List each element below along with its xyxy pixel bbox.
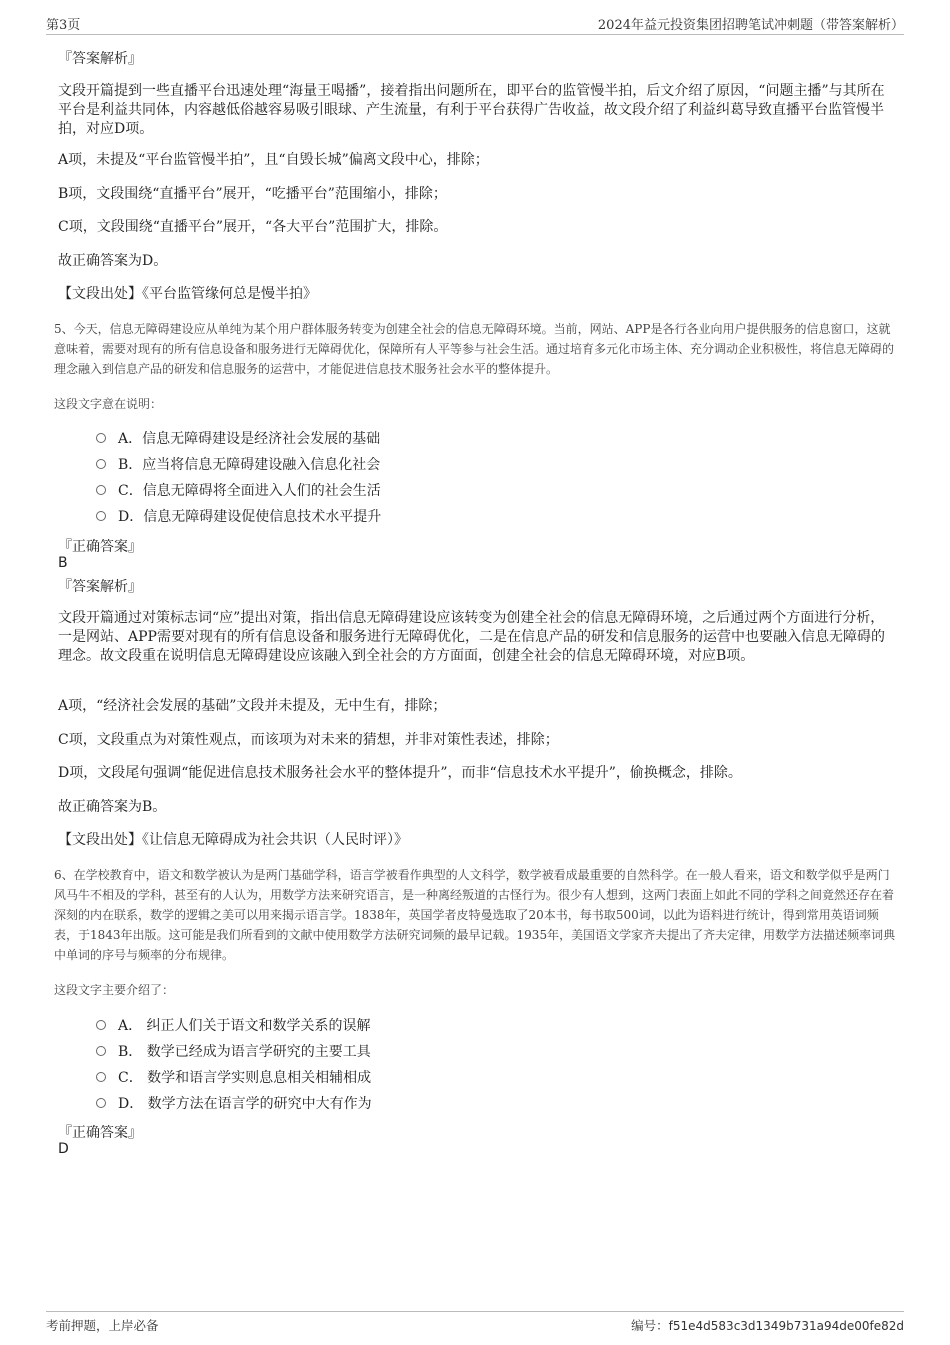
q5-correct-answer: B <box>58 555 68 571</box>
q4-conclusion: 故正确答案为D。 <box>58 253 168 269</box>
q5-prompt: 这段文字意在说明： <box>54 397 163 411</box>
radio-icon[interactable] <box>96 1072 106 1082</box>
q6-option-b[interactable]: B． 数学已经成为语言学研究的主要工具 <box>96 1043 371 1061</box>
radio-icon[interactable] <box>96 1046 106 1056</box>
footer-code-label: 编号： <box>631 1318 669 1333</box>
radio-icon[interactable] <box>96 511 106 521</box>
q4-option-b-note: B项，文段围绕“直播平台”展开，“吃播平台”范围缩小，排除； <box>58 186 447 202</box>
q5-analysis: 文段开篇通过对策标志词“应”提出对策，指出信息无障碍建设应该转变为创建全社会的信息无障碍环境，之后通过两个方面进行分析，一是网站、APP需要对现有的所有信息设备和服务进行无障碍优化，二是在信息产品的研发和信息服务的运营中也要融入信息无障碍的理念。故文段重在说明信息无障碍建设应该融入到全社会的方方面面，创建全社会的信息无障碍环境，对应B项。 <box>58 610 885 664</box>
q5-option-a-note: A项，“经济社会发展的基础”文段并未提及，无中生有，排除； <box>58 698 447 714</box>
q6-option-d[interactable]: D． 数学方法在语言学的研究中大有作为 <box>96 1095 372 1113</box>
radio-icon[interactable] <box>96 1098 106 1108</box>
q5-conclusion: 故正确答案为B。 <box>58 799 167 815</box>
footer-code-value: f51e4d583c3d1349b731a94de00fe82d <box>668 1319 904 1333</box>
radio-icon[interactable] <box>96 433 106 443</box>
q4-option-a-note: A项，未提及“平台监管慢半拍”，且“自毁长城”偏离文段中心，排除； <box>58 152 489 168</box>
q4-option-c-note: C项，文段围绕“直播平台”展开，“各大平台”范围扩大，排除。 <box>58 219 448 235</box>
document-title: 2024年益元投资集团招聘笔试冲刺题（带答案解析） <box>597 18 904 33</box>
page-header <box>46 12 904 35</box>
q5-option-d[interactable]: D．信息无障碍建设促使信息技术水平提升 <box>96 508 381 526</box>
q6-stem: 6、在学校教育中，语文和数学被认为是两门基础学科，语言学被看作典型的人文科学，数学被看成最重要的自然科学。在一般人看来，语文和数学似乎是两门风马牛不相及的学科，甚至有的人认为，用数学方法来研究语言，是一种离经叛道的古怪行为。很少有人想到，这两门表面上如此不同的学科之间竟然还存在着深刻的内在联系，数学的逻辑之美可以用来揭示语言学。1838年，英国学者皮特曼选取了20本书，每书取500词，以此为语料进行统计，得到常用英语词频表，于1843年出版。这可能是我们所看到的文献中使用数学方法研究词频的最早记载。1935年，美国语文学家齐夫提出了齐夫定律，用数学方法描述频率词典中单词的序号与频率的分布规律。 <box>54 868 896 962</box>
q4-analysis-label: 『答案解析』 <box>58 51 142 67</box>
q5-source: 【文段出处】《让信息无障碍成为社会共识（人民时评）》 <box>58 832 408 848</box>
q6-correct-label: 『正确答案』 <box>58 1125 142 1141</box>
page-number: 第3页 <box>46 18 81 33</box>
q4-analysis: 文段开篇提到一些直播平台迅速处理“海量王喝播”，接着指出问题所在，即平台的监管慢半拍，后文介绍了原因，“问题主播”与其所在平台是利益共同体，内容越低俗越容易吸引眼球、产生流量，有利于平台获得广告收益，故文段介绍了利益纠葛导致直播平台监管慢半拍，对应D项。 <box>58 83 885 137</box>
q5-option-c[interactable]: C．信息无障碍将全面进入人们的社会生活 <box>96 482 381 500</box>
q5-analysis-label: 『答案解析』 <box>58 579 142 595</box>
footer-slogan: 考前押题，上岸必备 <box>46 1318 159 1333</box>
page-footer <box>46 1311 904 1336</box>
q5-option-c-note: C项，文段重点为对策性观点，而该项为对未来的猜想，并非对策性表述，排除； <box>58 732 559 748</box>
q5-correct-label: 『正确答案』 <box>58 539 142 555</box>
radio-icon[interactable] <box>96 485 106 495</box>
q5-stem: 5、今天，信息无障碍建设应从单纯为某个用户群体服务转变为创建全社会的信息无障碍环境。当前，网站、APP是各行各业向用户提供服务的信息窗口，这就意味着，需要对现有的所有信息设备和服务进行无障碍优化，保障所有人平等参与社会生活。通过培育多元化市场主体、充分调动企业积极性，将信息无障碍的理念融入到信息产品的研发和信息服务的运营中，才能促进信息技术服务社会水平的整体提升。 <box>54 322 895 376</box>
q4-source: 【文段出处】《平台监管缘何总是慢半拍》 <box>58 286 317 302</box>
q5-option-d-note: D项，文段尾句强调“能促进信息技术服务社会水平的整体提升”，而非“信息技术水平提升”，偷换概念，排除。 <box>58 765 742 781</box>
footer-code <box>631 1316 904 1334</box>
q6-option-a[interactable]: A． 纠正人们关于语文和数学关系的误解 <box>96 1017 371 1035</box>
q6-prompt: 这段文字主要介绍了： <box>54 983 175 997</box>
radio-icon[interactable] <box>96 1020 106 1030</box>
radio-icon[interactable] <box>96 459 106 469</box>
q6-option-c[interactable]: C． 数学和语言学实则息息相关相辅相成 <box>96 1069 371 1087</box>
q5-option-a[interactable]: A．信息无障碍建设是经济社会发展的基础 <box>96 430 380 448</box>
q5-option-b[interactable]: B．应当将信息无障碍建设融入信息化社会 <box>96 456 380 474</box>
q6-correct-answer: D <box>58 1141 69 1157</box>
